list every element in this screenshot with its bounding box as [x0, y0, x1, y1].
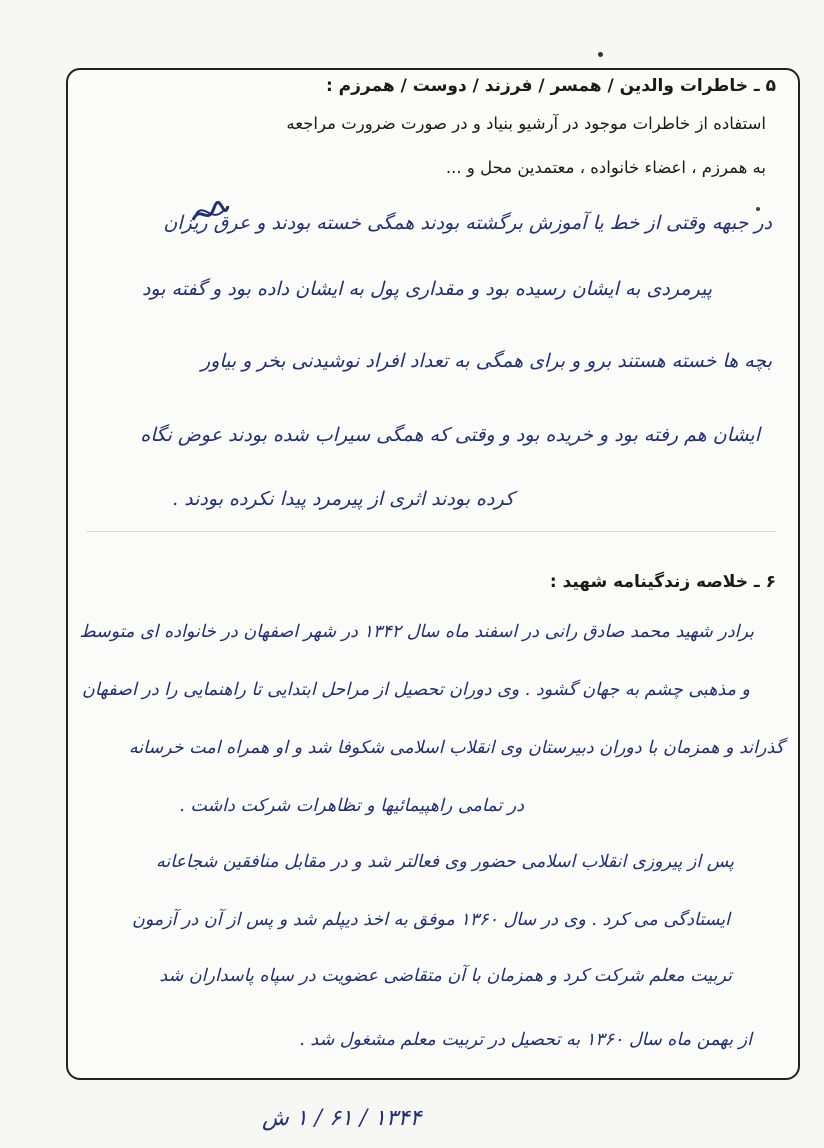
- section5-instruction-line1: استفاده از خاطرات موجود در آرشیو بنیاد و در صورت ضرورت مراجعه: [286, 114, 766, 133]
- section6-handwritten-line: در تمامی راهپیمائیها و تظاهرات شرکت داشت .: [179, 796, 524, 816]
- section6-handwritten-line: برادر شهید محمد صادق رانی در اسفند ماه سال ۱۳۴۲ در شهر اصفهان در خانواده ای متوسط: [79, 622, 754, 642]
- section5-title: ۵ ـ خاطرات والدین / همسر / فرزند / دوست / همرزم :: [325, 76, 776, 96]
- section5-handwritten-line: بچه ها خسته هستند برو و برای همگی به تعداد افراد نوشیدنی بخر و بیاور: [201, 350, 772, 372]
- section6-handwritten-line: تربیت معلم شرکت کرد و همزمان با آن متقاضی عضویت در سپاه پاسداران شد: [159, 966, 732, 986]
- section6-title: ۶ ـ خلاصه زندگینامه شهید :: [549, 572, 776, 592]
- section5-instruction-line2: به همرزم ، اعضاء خانواده ، معتمدین محل و ...: [445, 158, 766, 177]
- faint-rule: [86, 531, 776, 532]
- margin-dot: [756, 207, 760, 211]
- section5-handwritten-line: کرده بودند اثری از پیرمرد پیدا نکرده بودند .: [172, 488, 514, 510]
- page-mark: [598, 52, 603, 57]
- section6-handwritten-line: پس از پیروزی انقلاب اسلامی حضور وی فعالتر شد و در مقابل منافقین شجاعانه: [155, 852, 734, 872]
- section5-handwritten-line: ایشان هم رفته بود و خریده بود و وقتی که همگی سیراب شده بودند عوض نگاه: [140, 424, 760, 446]
- section6-handwritten-line: ایستادگی می کرد . وی در سال ۱۳۶۰ موفق به اخذ دیپلم شد و پس از آن در آزمون: [131, 910, 730, 930]
- section5-handwritten-line: در جبهه وقتی از خط یا آموزش برگشته بودند همگی خسته بودند و عرق ریزان: [163, 212, 772, 234]
- section5-handwritten-line: پیرمردی به ایشان رسیده بود و مقداری پول به ایشان داده بود و گفته بود: [141, 278, 712, 300]
- section6-handwritten-line: از بهمن ماه سال ۱۳۶۰ به تحصیل در تربیت معلم مشغول شد .: [299, 1030, 752, 1050]
- section6-handwritten-line: گذراند و همزمان با دوران دبیرستان وی انقلاب اسلامی شکوفا شد و او همراه امت خرسانه: [128, 738, 784, 758]
- footer-handwritten-note: ۱۳۴۴ / ۶۱ / ۱ ش: [262, 1106, 422, 1131]
- section6-handwritten-line: و مذهبی چشم به جهان گشود . وی دوران تحصیل از مراحل ابتدایی تا راهنمایی را در اصفهان: [82, 680, 750, 700]
